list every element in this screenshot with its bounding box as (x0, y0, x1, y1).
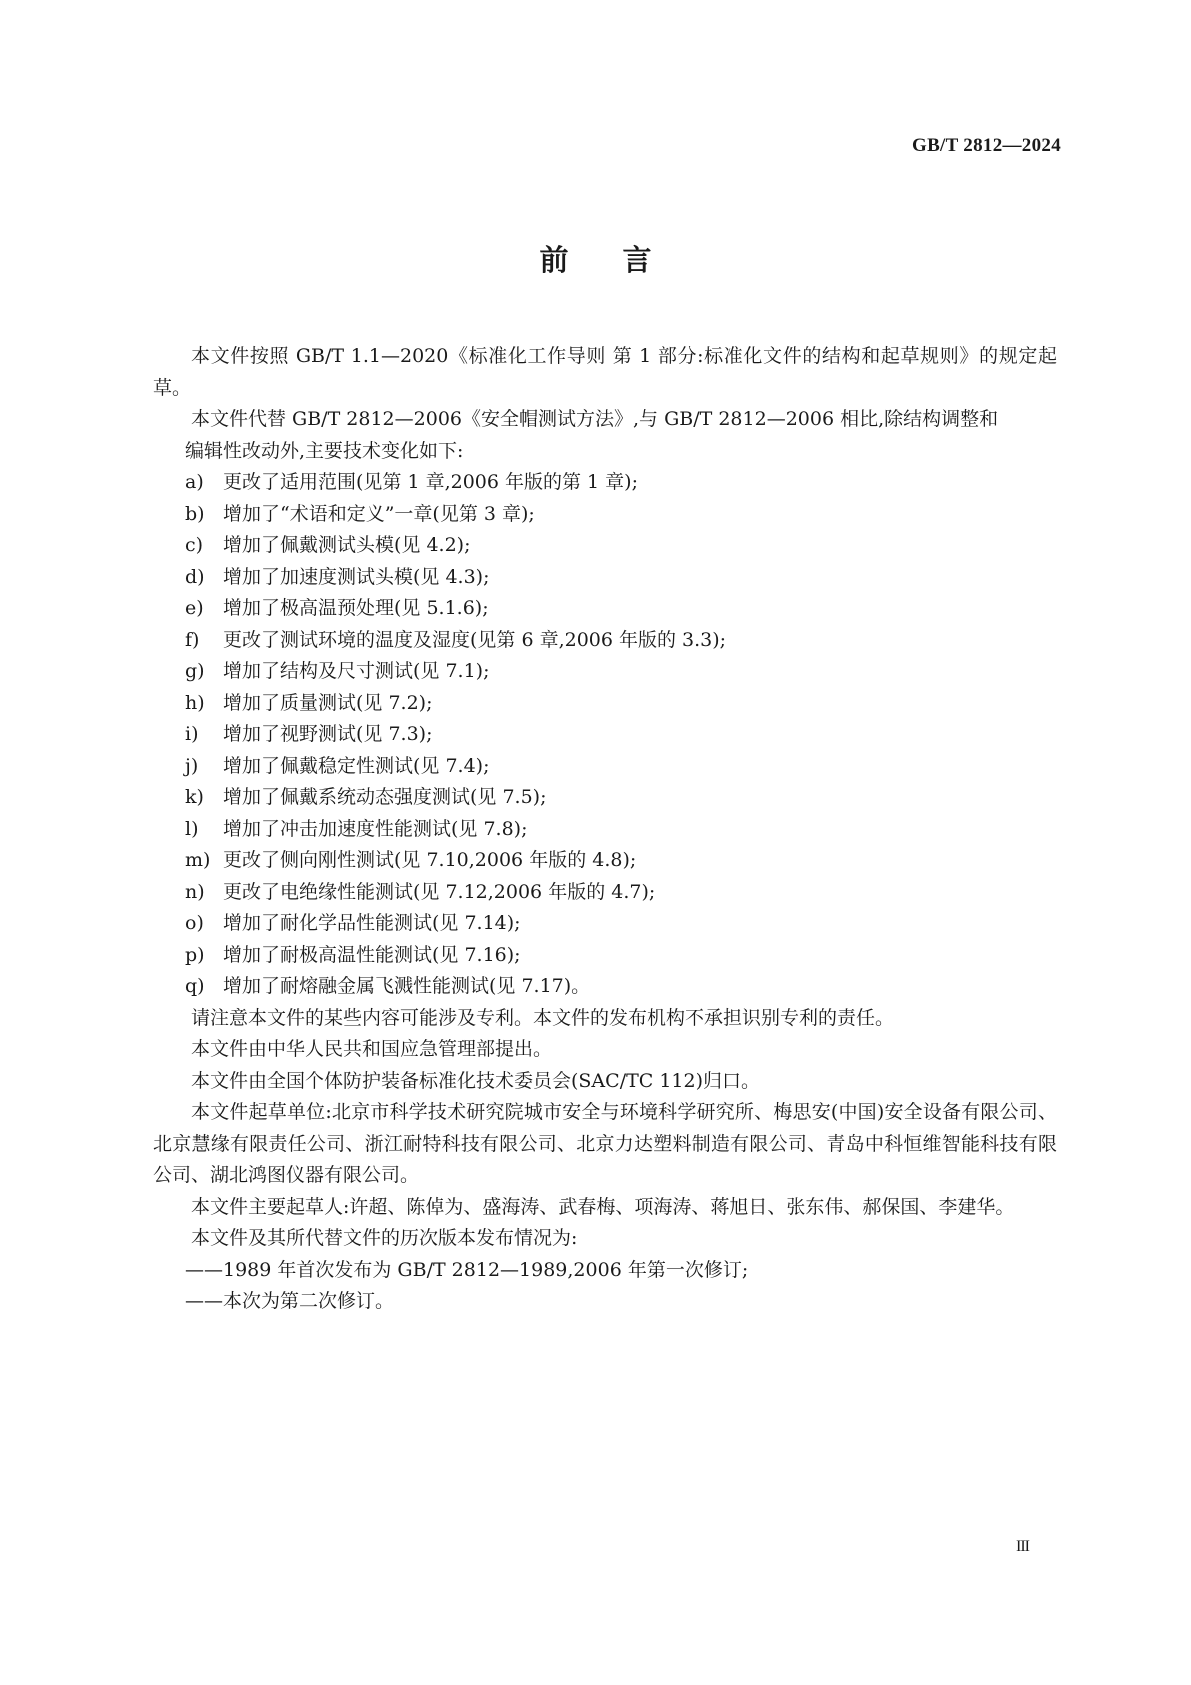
list-item-text: 增加了质量测试(见 7.2); (223, 691, 433, 714)
list-item-marker: l) (185, 817, 199, 840)
paragraph-patent-notice: 请注意本文件的某些内容可能涉及专利。本文件的发布机构不承担识别专利的责任。 (191, 1006, 895, 1029)
list-item (153, 719, 1057, 751)
list-item (153, 877, 1057, 909)
paragraph-replacement-line1: 本文件代替 GB/T 2812—2006《安全帽测试方法》,与 GB/T 2812—2006 相比,除结构调整和 (191, 408, 999, 430)
paragraph-drafters: 本文件主要起草人:许超、陈倬为、盛海涛、武春梅、项海涛、蒋旭日、张东伟、郝保国、李建华。 (191, 1195, 1015, 1218)
list-item (153, 562, 1057, 594)
list-item (153, 593, 1057, 625)
list-item (153, 940, 1057, 972)
list-item-text: 更改了测试环境的温度及湿度(见第 6 章,2006 年版的 3.3); (223, 628, 727, 651)
list-item-text: 增加了加速度测试头模(见 4.3); (223, 565, 490, 588)
list-item-marker: o) (185, 912, 204, 934)
list-item-text: 增加了耐熔融金属飞溅性能测试(见 7.17)。 (223, 975, 591, 997)
list-item-marker: f) (185, 628, 200, 651)
list-item-text: 更改了电绝缘性能测试(见 7.12,2006 年版的 4.7); (223, 880, 656, 903)
paragraph-history-intro: 本文件及其所代替文件的历次版本发布情况为: (191, 1227, 578, 1249)
list-item-marker: n) (185, 880, 205, 903)
list-item-text: 增加了佩戴稳定性测试(见 7.4); (223, 754, 490, 777)
document-body (153, 341, 1057, 1318)
list-item-marker: a) (185, 471, 204, 493)
list-item (153, 625, 1057, 657)
technical-changes-list (153, 467, 1057, 1003)
list-item-marker: c) (185, 534, 204, 556)
list-item-marker: i) (185, 723, 199, 745)
paragraph-committee: 本文件由全国个体防护装备标准化技术委员会(SAC/TC 112)归口。 (191, 1069, 761, 1092)
list-item (153, 688, 1057, 720)
list-item-marker: g) (185, 660, 205, 682)
list-item-text: 增加了冲击加速度性能测试(见 7.8); (223, 817, 528, 840)
history-item-1: ——1989 年首次发布为 GB/T 2812—1989,2006 年第一次修订; (185, 1258, 749, 1281)
history-item-2: ——本次为第二次修订。 (185, 1290, 395, 1312)
list-item-marker: b) (185, 502, 205, 525)
list-item-marker: j) (185, 754, 199, 777)
list-item-text: 增加了耐极高温性能测试(见 7.16); (223, 943, 521, 966)
list-item-text: 更改了侧向刚性测试(见 7.10,2006 年版的 4.8); (223, 849, 637, 871)
paragraph-drafting-units: 本文件起草单位:北京市科学技术研究院城市安全与环境科学研究所、梅思安(中国)安全设备有限公司、北京慧缘有限责任公司、浙江耐特科技有限公司、北京力达塑料制造有限公司、青岛中科恒维智能科技有限公司、湖北鸿图仪器有限公司。 (153, 1101, 1057, 1186)
paragraph-drafting-rules: 本文件按照 GB/T 1.1—2020《标准化工作导则 第 1 部分:标准化文件的结构和起草规则》的规定起草。 (153, 345, 1057, 399)
standard-code: GB/T 2812—2024 (911, 135, 1061, 156)
list-item-text: 增加了结构及尺寸测试(见 7.1); (223, 660, 490, 682)
page-number: III (1016, 1538, 1029, 1555)
list-item-text: 增加了佩戴系统动态强度测试(见 7.5); (223, 786, 547, 808)
list-item (153, 499, 1057, 531)
list-item-text: 增加了极高温预处理(见 5.1.6); (223, 597, 489, 619)
list-item-marker: m) (185, 849, 211, 871)
paragraph-replacement-line2: 编辑性改动外,主要技术变化如下: (185, 439, 464, 462)
list-item-marker: e) (185, 597, 204, 619)
list-item-marker: d) (185, 565, 205, 588)
list-item-text: 增加了视野测试(见 7.3); (223, 723, 433, 745)
list-item (153, 814, 1057, 846)
list-item-text: 更改了适用范围(见第 1 章,2006 年版的第 1 章); (223, 471, 638, 493)
paragraph-proposer: 本文件由中华人民共和国应急管理部提出。 (191, 1038, 553, 1060)
list-item-text: 增加了佩戴测试头模(见 4.2); (223, 534, 471, 556)
list-item-text: 增加了耐化学品性能测试(见 7.14); (223, 912, 521, 934)
list-item-marker: p) (185, 943, 205, 966)
list-item (153, 782, 1057, 814)
page-title: 前言 (539, 243, 706, 277)
list-item (153, 908, 1057, 940)
list-item-marker: k) (185, 786, 204, 808)
list-item (153, 467, 1057, 499)
list-item (153, 845, 1057, 877)
list-item-marker: h) (185, 691, 205, 714)
list-item-marker: q) (185, 975, 205, 997)
list-item (153, 971, 1057, 1003)
list-item-text: 增加了“术语和定义”一章(见第 3 章); (223, 502, 535, 525)
list-item (153, 751, 1057, 783)
list-item (153, 530, 1057, 562)
list-item (153, 656, 1057, 688)
